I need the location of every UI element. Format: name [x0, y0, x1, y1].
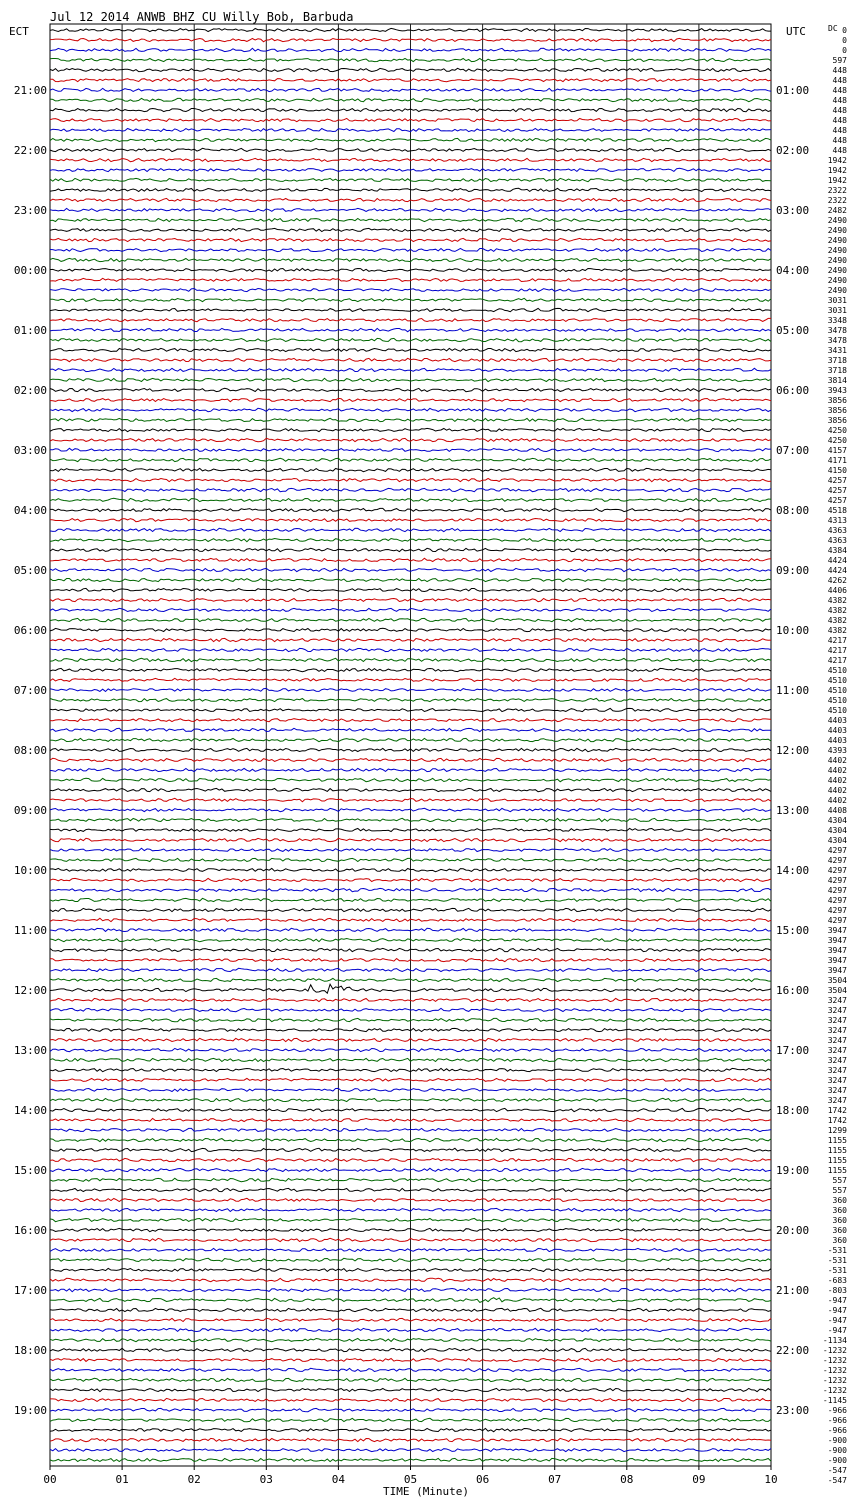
dc-offset-label: 4402 — [827, 796, 847, 805]
dc-offset-label: 448 — [832, 96, 847, 105]
dc-offset-label: -547 — [827, 1476, 847, 1485]
x-tick-label: 04 — [331, 1473, 346, 1486]
dc-offset-label: 4382 — [827, 626, 847, 635]
dc-offset-label: -966 — [827, 1426, 847, 1435]
dc-offset-label: 557 — [832, 1186, 847, 1195]
dc-offset-label: -966 — [827, 1416, 847, 1425]
dc-offset-label: 4424 — [827, 566, 847, 575]
x-tick-label: 09 — [692, 1473, 706, 1486]
left-hour-label: 17:00 — [13, 1284, 47, 1297]
right-hour-label: 18:00 — [776, 1104, 810, 1117]
dc-offset-label: 4382 — [827, 596, 847, 605]
dc-offset-label: 3031 — [827, 296, 847, 305]
dc-offset-label: 4424 — [827, 556, 847, 565]
dc-offset-label: 3718 — [827, 356, 847, 365]
dc-offset-label: 3348 — [827, 316, 847, 325]
dc-offset-label: 4510 — [827, 686, 847, 695]
left-hour-label: 09:00 — [13, 804, 47, 817]
dc-offset-label: 0 — [842, 26, 847, 35]
dc-offset-label: -547 — [827, 1466, 847, 1475]
left-hour-label: 02:00 — [13, 384, 47, 397]
dc-offset-label: 1155 — [827, 1146, 847, 1155]
dc-offset-label: 4297 — [827, 846, 847, 855]
dc-offset-label: 4297 — [827, 856, 847, 865]
dc-offset-label: 1155 — [827, 1136, 847, 1145]
left-hour-label: 08:00 — [13, 744, 47, 757]
right-hour-label: 07:00 — [776, 444, 810, 457]
dc-offset-label: -947 — [827, 1326, 847, 1335]
dc-offset-label: -531 — [827, 1266, 847, 1275]
dc-offset-label: 3478 — [827, 326, 847, 335]
dc-offset-label: 0 — [842, 36, 847, 45]
right-hour-label: 12:00 — [776, 744, 810, 757]
right-hour-label: 23:00 — [776, 1404, 810, 1417]
dc-offset-label: 3947 — [827, 926, 847, 935]
dc-offset-label: 2490 — [827, 226, 847, 235]
right-hour-label: 09:00 — [776, 564, 810, 577]
dc-offset-label: 3431 — [827, 346, 847, 355]
dc-offset-label: 4403 — [827, 736, 847, 745]
dc-offset-label: 2482 — [827, 206, 847, 215]
dc-offset-label: 448 — [832, 106, 847, 115]
dc-offset-label: 4250 — [827, 436, 847, 445]
dc-offset-label: 4297 — [827, 906, 847, 915]
dc-offset-label: 3247 — [827, 1096, 847, 1105]
dc-offset-label: 4297 — [827, 876, 847, 885]
dc-offset-label: 3947 — [827, 956, 847, 965]
dc-offset-label: 2490 — [827, 216, 847, 225]
x-tick-label: 10 — [764, 1473, 778, 1486]
dc-offset-label: 3247 — [827, 1026, 847, 1035]
dc-offset-label: 4217 — [827, 656, 847, 665]
dc-offset-label: 2490 — [827, 276, 847, 285]
dc-offset-label: 3856 — [827, 416, 847, 425]
dc-offset-label: 4304 — [827, 836, 847, 845]
dc-offset-label: 3718 — [827, 366, 847, 375]
chart-title: Jul 12 2014 ANWB BHZ CU Willy Bob, Barbuda — [50, 10, 354, 24]
x-tick-label: 06 — [475, 1473, 490, 1486]
left-hour-label: 16:00 — [13, 1224, 47, 1237]
dc-offset-label: 1155 — [827, 1156, 847, 1165]
right-hour-label: 21:00 — [776, 1284, 810, 1297]
dc-offset-label: 4402 — [827, 766, 847, 775]
dc-offset-label: -900 — [827, 1436, 847, 1445]
dc-offset-label: 3814 — [827, 376, 847, 385]
x-tick-label: 05 — [403, 1473, 418, 1486]
dc-offset-label: 4363 — [827, 536, 847, 545]
left-hour-label: 06:00 — [13, 624, 47, 637]
dc-offset-label: 360 — [832, 1206, 847, 1215]
left-hour-label: 23:00 — [13, 204, 47, 217]
dc-offset-label: 1742 — [827, 1116, 847, 1125]
dc-offset-label: 4262 — [827, 576, 847, 585]
left-hour-label: 19:00 — [13, 1404, 47, 1417]
right-hour-label: 15:00 — [776, 924, 810, 937]
dc-offset-label: 557 — [832, 1176, 847, 1185]
dc-offset-label: 360 — [832, 1236, 847, 1245]
right-hour-label: 05:00 — [776, 324, 810, 337]
dc-offset-label: 4384 — [827, 546, 847, 555]
dc-offset-label: 4403 — [827, 726, 847, 735]
dc-offset-label: -900 — [827, 1446, 847, 1455]
right-hour-label: 02:00 — [776, 144, 810, 157]
right-hour-label: 17:00 — [776, 1044, 810, 1057]
dc-offset-label: 448 — [832, 126, 847, 135]
dc-offset-label: 4250 — [827, 426, 847, 435]
right-hour-label: 06:00 — [776, 384, 810, 397]
dc-offset-label: 2490 — [827, 286, 847, 295]
dc-offset-label: -1232 — [822, 1386, 847, 1395]
right-hour-label: 03:00 — [776, 204, 810, 217]
left-hour-label: 14:00 — [13, 1104, 47, 1117]
dc-offset-label: 4297 — [827, 916, 847, 925]
dc-offset-label: -947 — [827, 1296, 847, 1305]
dc-offset-label: 4363 — [827, 526, 847, 535]
dc-offset-label: 4304 — [827, 826, 847, 835]
right-hour-label: 13:00 — [776, 804, 810, 817]
dc-offset-label: 4382 — [827, 606, 847, 615]
dc-offset-label: 3947 — [827, 946, 847, 955]
dc-offset-label: -1232 — [822, 1376, 847, 1385]
dc-offset-label: -947 — [827, 1306, 847, 1315]
x-tick-label: 01 — [115, 1473, 129, 1486]
dc-offset-label: 3247 — [827, 1066, 847, 1075]
dc-offset-label: 4257 — [827, 486, 847, 495]
left-hour-label: 18:00 — [13, 1344, 47, 1357]
dc-offset-label: 1742 — [827, 1106, 847, 1115]
dc-offset-label: -1232 — [822, 1366, 847, 1375]
dc-offset-label: 360 — [832, 1226, 847, 1235]
dc-offset-label: 4313 — [827, 516, 847, 525]
dc-offset-label: 3247 — [827, 1056, 847, 1065]
dc-offset-label: 1942 — [827, 176, 847, 185]
dc-offset-label: 448 — [832, 76, 847, 85]
x-tick-label: 03 — [259, 1473, 273, 1486]
left-hour-label: 10:00 — [13, 864, 47, 877]
dc-offset-label: -531 — [827, 1256, 847, 1265]
dc-offset-label: -1134 — [822, 1336, 847, 1345]
dc-offset-label: 3478 — [827, 336, 847, 345]
left-hour-label: 04:00 — [13, 504, 47, 517]
dc-offset-label: 2490 — [827, 256, 847, 265]
left-hour-label: 22:00 — [13, 144, 47, 157]
left-hour-label: 11:00 — [13, 924, 47, 937]
dc-offset-label: 0 — [842, 46, 847, 55]
right-hour-label: 04:00 — [776, 264, 810, 277]
dc-offset-label: 3504 — [827, 986, 847, 995]
dc-offset-label: 4403 — [827, 716, 847, 725]
x-tick-label: 08 — [620, 1473, 634, 1486]
dc-offset-label: 448 — [832, 136, 847, 145]
right-hour-label: 16:00 — [776, 984, 810, 997]
dc-offset-label: 4217 — [827, 646, 847, 655]
dc-offset-label: 1942 — [827, 156, 847, 165]
dc-offset-label: -966 — [827, 1406, 847, 1415]
dc-offset-label: 2490 — [827, 266, 847, 275]
dc-offset-label: 2490 — [827, 236, 847, 245]
dc-offset-label: 4510 — [827, 676, 847, 685]
dc-offset-label: 360 — [832, 1216, 847, 1225]
right-hour-label: 14:00 — [776, 864, 810, 877]
dc-offset-label: 4297 — [827, 866, 847, 875]
dc-offset-label: 4406 — [827, 586, 847, 595]
dc-offset-label: 4217 — [827, 636, 847, 645]
left-hour-label: 05:00 — [13, 564, 47, 577]
dc-offset-label: 3247 — [827, 1046, 847, 1055]
dc-offset-label: 3856 — [827, 396, 847, 405]
dc-offset-label: -1232 — [822, 1356, 847, 1365]
dc-offset-label: 3247 — [827, 1086, 847, 1095]
dc-offset-label: 4408 — [827, 806, 847, 815]
left-hour-label: 00:00 — [13, 264, 47, 277]
dc-offset-label: 448 — [832, 116, 847, 125]
dc-offset-label: -1145 — [822, 1396, 847, 1405]
dc-offset-label: -531 — [827, 1246, 847, 1255]
dc-offset-label: 597 — [832, 56, 847, 65]
dc-offset-label: 4518 — [827, 506, 847, 515]
dc-offset-label: 1155 — [827, 1166, 847, 1175]
dc-offset-label: 1942 — [827, 166, 847, 175]
dc-offset-label: 3247 — [827, 1006, 847, 1015]
x-axis-label: TIME (Minute) — [382, 1485, 470, 1498]
left-hour-label: 15:00 — [13, 1164, 47, 1177]
dc-offset-label: 4402 — [827, 776, 847, 785]
dc-offset-label: -900 — [827, 1456, 847, 1465]
right-hour-label: 10:00 — [776, 624, 810, 637]
right-hour-label: 20:00 — [776, 1224, 810, 1237]
dc-offset-label: 3856 — [827, 406, 847, 415]
x-tick-label: 00 — [43, 1473, 57, 1486]
dc-offset-label: -683 — [827, 1276, 847, 1285]
dc-offset-label: 360 — [832, 1196, 847, 1205]
dc-offset-label: -803 — [827, 1286, 847, 1295]
right-hour-label: 01:00 — [776, 84, 810, 97]
left-hour-label: 07:00 — [13, 684, 47, 697]
dc-offset-label: 3031 — [827, 306, 847, 315]
dc-offset-label: 3947 — [827, 966, 847, 975]
x-tick-label: 07 — [548, 1473, 562, 1486]
left-hour-label: 03:00 — [13, 444, 47, 457]
dc-offset-label: -947 — [827, 1316, 847, 1325]
dc-offset-label: 4304 — [827, 816, 847, 825]
right-hour-label: 19:00 — [776, 1164, 810, 1177]
dc-offset-label: 3247 — [827, 1036, 847, 1045]
dc-offset-label: 4150 — [827, 466, 847, 475]
dc-offset-label: 4157 — [827, 446, 847, 455]
right-axis-label: UTC — [786, 25, 806, 38]
dc-offset-label: 3947 — [827, 936, 847, 945]
dc-offset-label: 4402 — [827, 756, 847, 765]
dc-offset-label: 3504 — [827, 976, 847, 985]
dc-offset-label: 4393 — [827, 746, 847, 755]
dc-offset-label: 4297 — [827, 896, 847, 905]
left-hour-label: 13:00 — [13, 1044, 47, 1057]
left-hour-label: 01:00 — [13, 324, 47, 337]
left-hour-label: 12:00 — [13, 984, 47, 997]
dc-offset-label: 4510 — [827, 696, 847, 705]
dc-offset-label: 4257 — [827, 476, 847, 485]
dc-offset-label: 448 — [832, 66, 847, 75]
dc-offset-label: 4257 — [827, 496, 847, 505]
right-hour-label: 11:00 — [776, 684, 810, 697]
dc-offset-label: 4510 — [827, 666, 847, 675]
dc-offset-label: 1299 — [827, 1126, 847, 1135]
dc-offset-label: -1232 — [822, 1346, 847, 1355]
dc-offset-label: 3943 — [827, 386, 847, 395]
dc-offset-label: 3247 — [827, 1076, 847, 1085]
dc-offset-label: 2322 — [827, 196, 847, 205]
right-hour-label: 22:00 — [776, 1344, 810, 1357]
dc-offset-label: 2490 — [827, 246, 847, 255]
dc-offset-label: 4402 — [827, 786, 847, 795]
dc-offset-label: 4382 — [827, 616, 847, 625]
x-tick-label: 02 — [187, 1473, 201, 1486]
right-hour-label: 08:00 — [776, 504, 810, 517]
dc-offset-label: 4171 — [827, 456, 847, 465]
left-axis-label: ECT — [9, 25, 29, 38]
dc-offset-label: 2322 — [827, 186, 847, 195]
dc-offset-label: 448 — [832, 86, 847, 95]
dc-offset-label: 3247 — [827, 996, 847, 1005]
dc-offset-label: 448 — [832, 146, 847, 155]
dc-offset-label: 4510 — [827, 706, 847, 715]
left-hour-label: 21:00 — [13, 84, 47, 97]
dc-label: DC — [828, 24, 838, 33]
dc-offset-label: 3247 — [827, 1016, 847, 1025]
dc-offset-label: 4297 — [827, 886, 847, 895]
